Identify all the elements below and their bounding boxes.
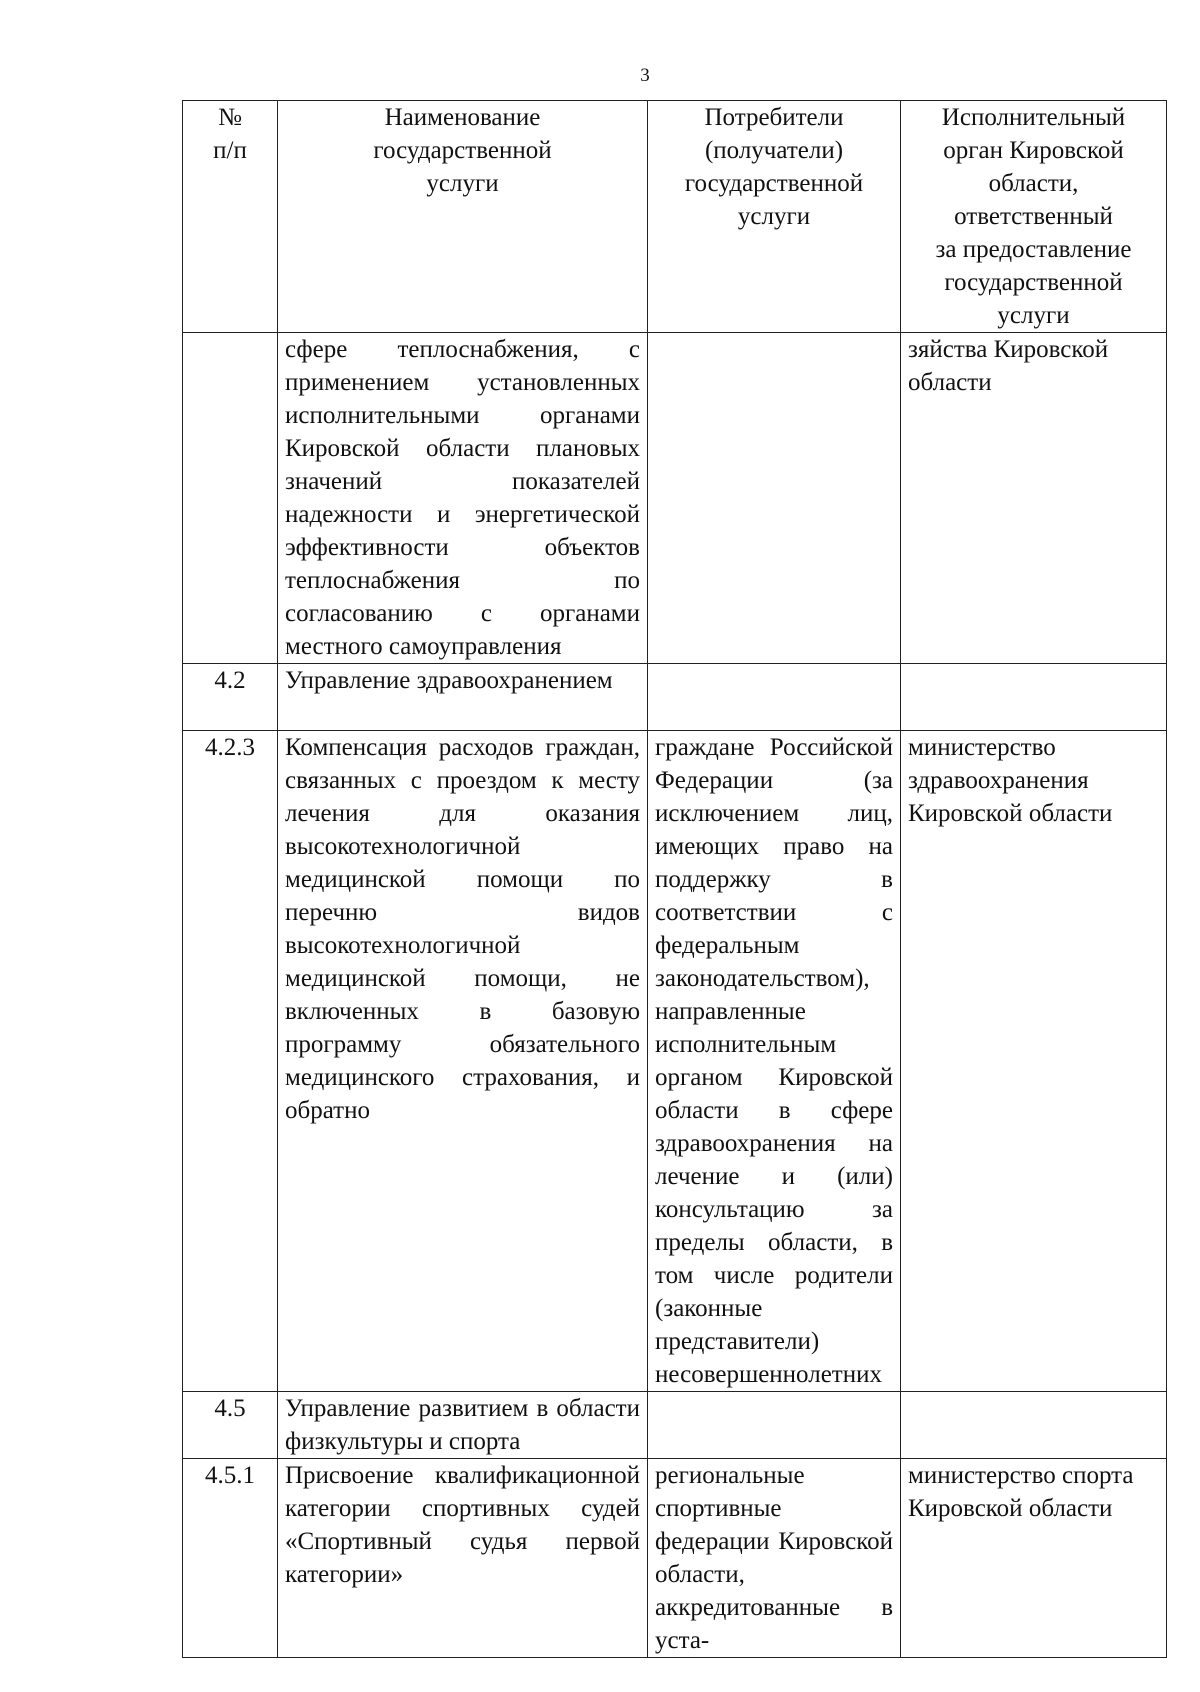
table-row (183, 664, 1167, 731)
row-executor: министерство спорта Кировской области (901, 1459, 1167, 1658)
header-number: № п/п (183, 101, 278, 333)
row-executor: зяйства Кировской области (901, 333, 1167, 664)
table-header-row (183, 101, 1167, 333)
row-consumers (648, 333, 901, 664)
row-service-name: Управление развитием в области физкультуры и спорта (278, 1392, 648, 1459)
row-executor (901, 1392, 1167, 1459)
services-table (182, 100, 1167, 1658)
row-number: 4.5.1 (183, 1459, 278, 1658)
page-number: 3 (640, 65, 650, 86)
row-executor (901, 664, 1167, 731)
row-number: 4.2.3 (183, 731, 278, 1392)
row-executor: министерство здравоохранения Кировской области (901, 731, 1167, 1392)
table-row (183, 1459, 1167, 1658)
row-consumers (648, 1392, 901, 1459)
row-service-name: Управление здравоохранением (278, 664, 648, 731)
header-executor: Исполнительный орган Кировской области, ответственный за предоставление государственной услуги (901, 101, 1167, 333)
row-consumers: граждане Российской Федерации (за исключением лиц, имеющих право на поддержку в соответствии с федеральным законодательством), направленные исполнительным органом Кировской области в сфере здравоохранения на лечение и (или) консультацию за пределы области, в том числе родители (законные представители) несовершеннолетних (648, 731, 901, 1392)
header-consumers: Потребители (получатели) государственной услуги (648, 101, 901, 333)
row-consumers: региональные спортивные федерации Кировской области, аккредитованные в уста- (648, 1459, 901, 1658)
row-consumers (648, 664, 901, 731)
row-number: 4.5 (183, 1392, 278, 1459)
row-service-name: Присвоение квалификационной категории спортивных судей «Спортивный судья первой категории» (278, 1459, 648, 1658)
row-number: 4.2 (183, 664, 278, 731)
table-row (183, 731, 1167, 1392)
table-row (183, 333, 1167, 664)
row-service-name: сфере теплоснабжения, с применением установленных исполнительными органами Кировской области плановых значений показателей надежности и энергетической эффективности объектов теплоснабжения по согласованию с органами местного самоуправления (278, 333, 648, 664)
row-number (183, 333, 278, 664)
table-row (183, 1392, 1167, 1459)
header-service-name: Наименование государственной услуги (278, 101, 648, 333)
row-service-name: Компенсация расходов граждан, связанных с проездом к месту лечения для оказания высокотехнологичной медицинской помощи по перечню видов высокотехнологичной медицинской помощи, не включенных в базовую программу обязательного медицинского страхования, и обратно (278, 731, 648, 1392)
